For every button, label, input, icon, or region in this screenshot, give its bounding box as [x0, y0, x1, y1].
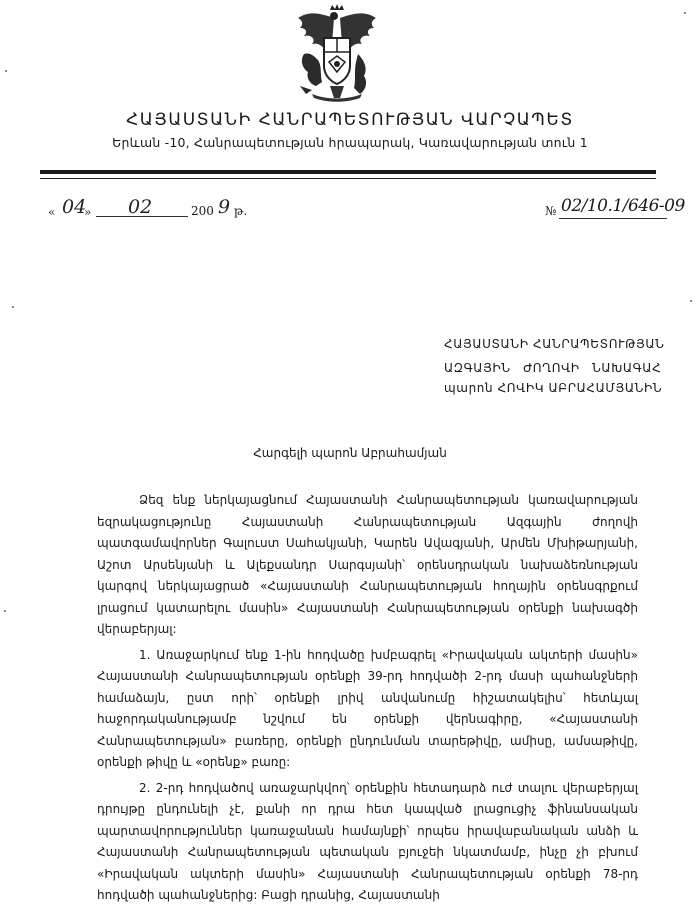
armenia-coat-of-arms-icon [282, 4, 392, 102]
date-year-suffix: թ. [234, 204, 248, 218]
header-divider-thick [40, 170, 656, 174]
date-month: 02 [128, 196, 153, 218]
body-paragraph-2: 1. Առաջարկում ենք 1-ին հոդվածը խմբագրել «Իրավական ակտերի մասին» Հայաստանի Հանրապետության օրենքի 39-րդ հոդվածի 2-րդ մասի պահանջների համաձայն, ըստ որի՝ օրենքի լրիվ անվանումը հիշատակելիս՝ հետևյալ հաջորդականությամբ նշվում են օրենքի վերնագիրը, «Հայաստանի Հանրապետության» բառերը, օրենքի ընդունման տարեթիվը, ամիսը, ամսաթիվը, օրենքի թիվը և «օրենք» բառը: [97, 647, 638, 769]
date-day: 04 [62, 196, 87, 218]
date-year-digit: 9 [218, 196, 231, 218]
body-paragraph-1: Ձեզ ենք ներկայացնում Հայաստանի Հանրապետության կառավարության եզրակացությունը Հայաստանի Հանրապետության Ազգային ժողովի պատգամավորներ Գալուստ Սահակյանի, Կարեն Ավագյանի, Արմեն Մխիթարյանի, Աշոտ Արսենյանի և Ալեքսանդր Սարգսյանի՝ օրենսդրական նախաձեռնության կարգով ներկայացրած «Հայաստանի Հանրապետության հողային օրենսգրքում լրացում կատարելու մասին» Հայաստանի Հանրապետության օրենքի նախագծի վերաբերյալ: [97, 493, 638, 636]
addressee-line-2: ԱԶԳԱՅԻՆ ԺՈՂՈՎԻ ՆԱԽԱԳԱՀ [444, 361, 662, 375]
scan-speck [4, 610, 6, 612]
salutation: Հարգելի պարոն Աբրահամյան [253, 446, 447, 460]
date-year-prefix: 200 [191, 204, 214, 218]
body-paragraph-3: 2. 2-րդ հոդվածով առաջարկվող՝ օրենքին հետադարձ ուժ տալու վերաբերյալ դրույթը ընդունելի չէ, քանի որ դրա հետ կապված լրացուցիչ ֆինանսական պարտավորություններ կառաջանան համայնքի՝ որպես իրավաբանական անձի և Հայաստանի Հանրապետության պետական բյուջեի նկատմամբ, ինչը չի բխում «Իրավական ակտերի մասին» Հայաստանի Հանրապետության օրենքի 78-րդ հոդվածի պահանջներից: Բացի դրանից, Հայաստանի [97, 780, 638, 902]
office-address: Երևան -10, Հանրապետության հրապարակ, Կառավարության տուն 1 [112, 135, 588, 150]
number-value: 02/10.1/646-09 [561, 196, 685, 216]
number-label: № [545, 204, 557, 218]
open-quote: « [48, 205, 56, 219]
addressee-line-3: պարոն ՀՈՎԻԿ ԱԲՐԱՀԱՄՅԱՆԻՆ [444, 381, 663, 395]
scan-speck [684, 12, 686, 14]
header-divider-thin [40, 178, 656, 179]
close-quote: » [84, 205, 92, 219]
scan-speck [5, 70, 7, 72]
number-underline [559, 218, 667, 219]
scan-speck [690, 300, 692, 302]
office-title: ՀԱՅԱՍՏԱՆԻ ՀԱՆՐԱՊԵՏՈՒԹՅԱՆ ՎԱՐՉԱՊԵՏ [126, 110, 574, 130]
scan-speck [12, 306, 14, 308]
date-line [48, 196, 278, 222]
letter-body [97, 490, 638, 911]
reference-number [545, 196, 685, 222]
addressee-line-1: ՀԱՅԱՍՏԱՆԻ ՀԱՆՐԱՊԵՏՈՒԹՅԱՆ [444, 337, 665, 351]
